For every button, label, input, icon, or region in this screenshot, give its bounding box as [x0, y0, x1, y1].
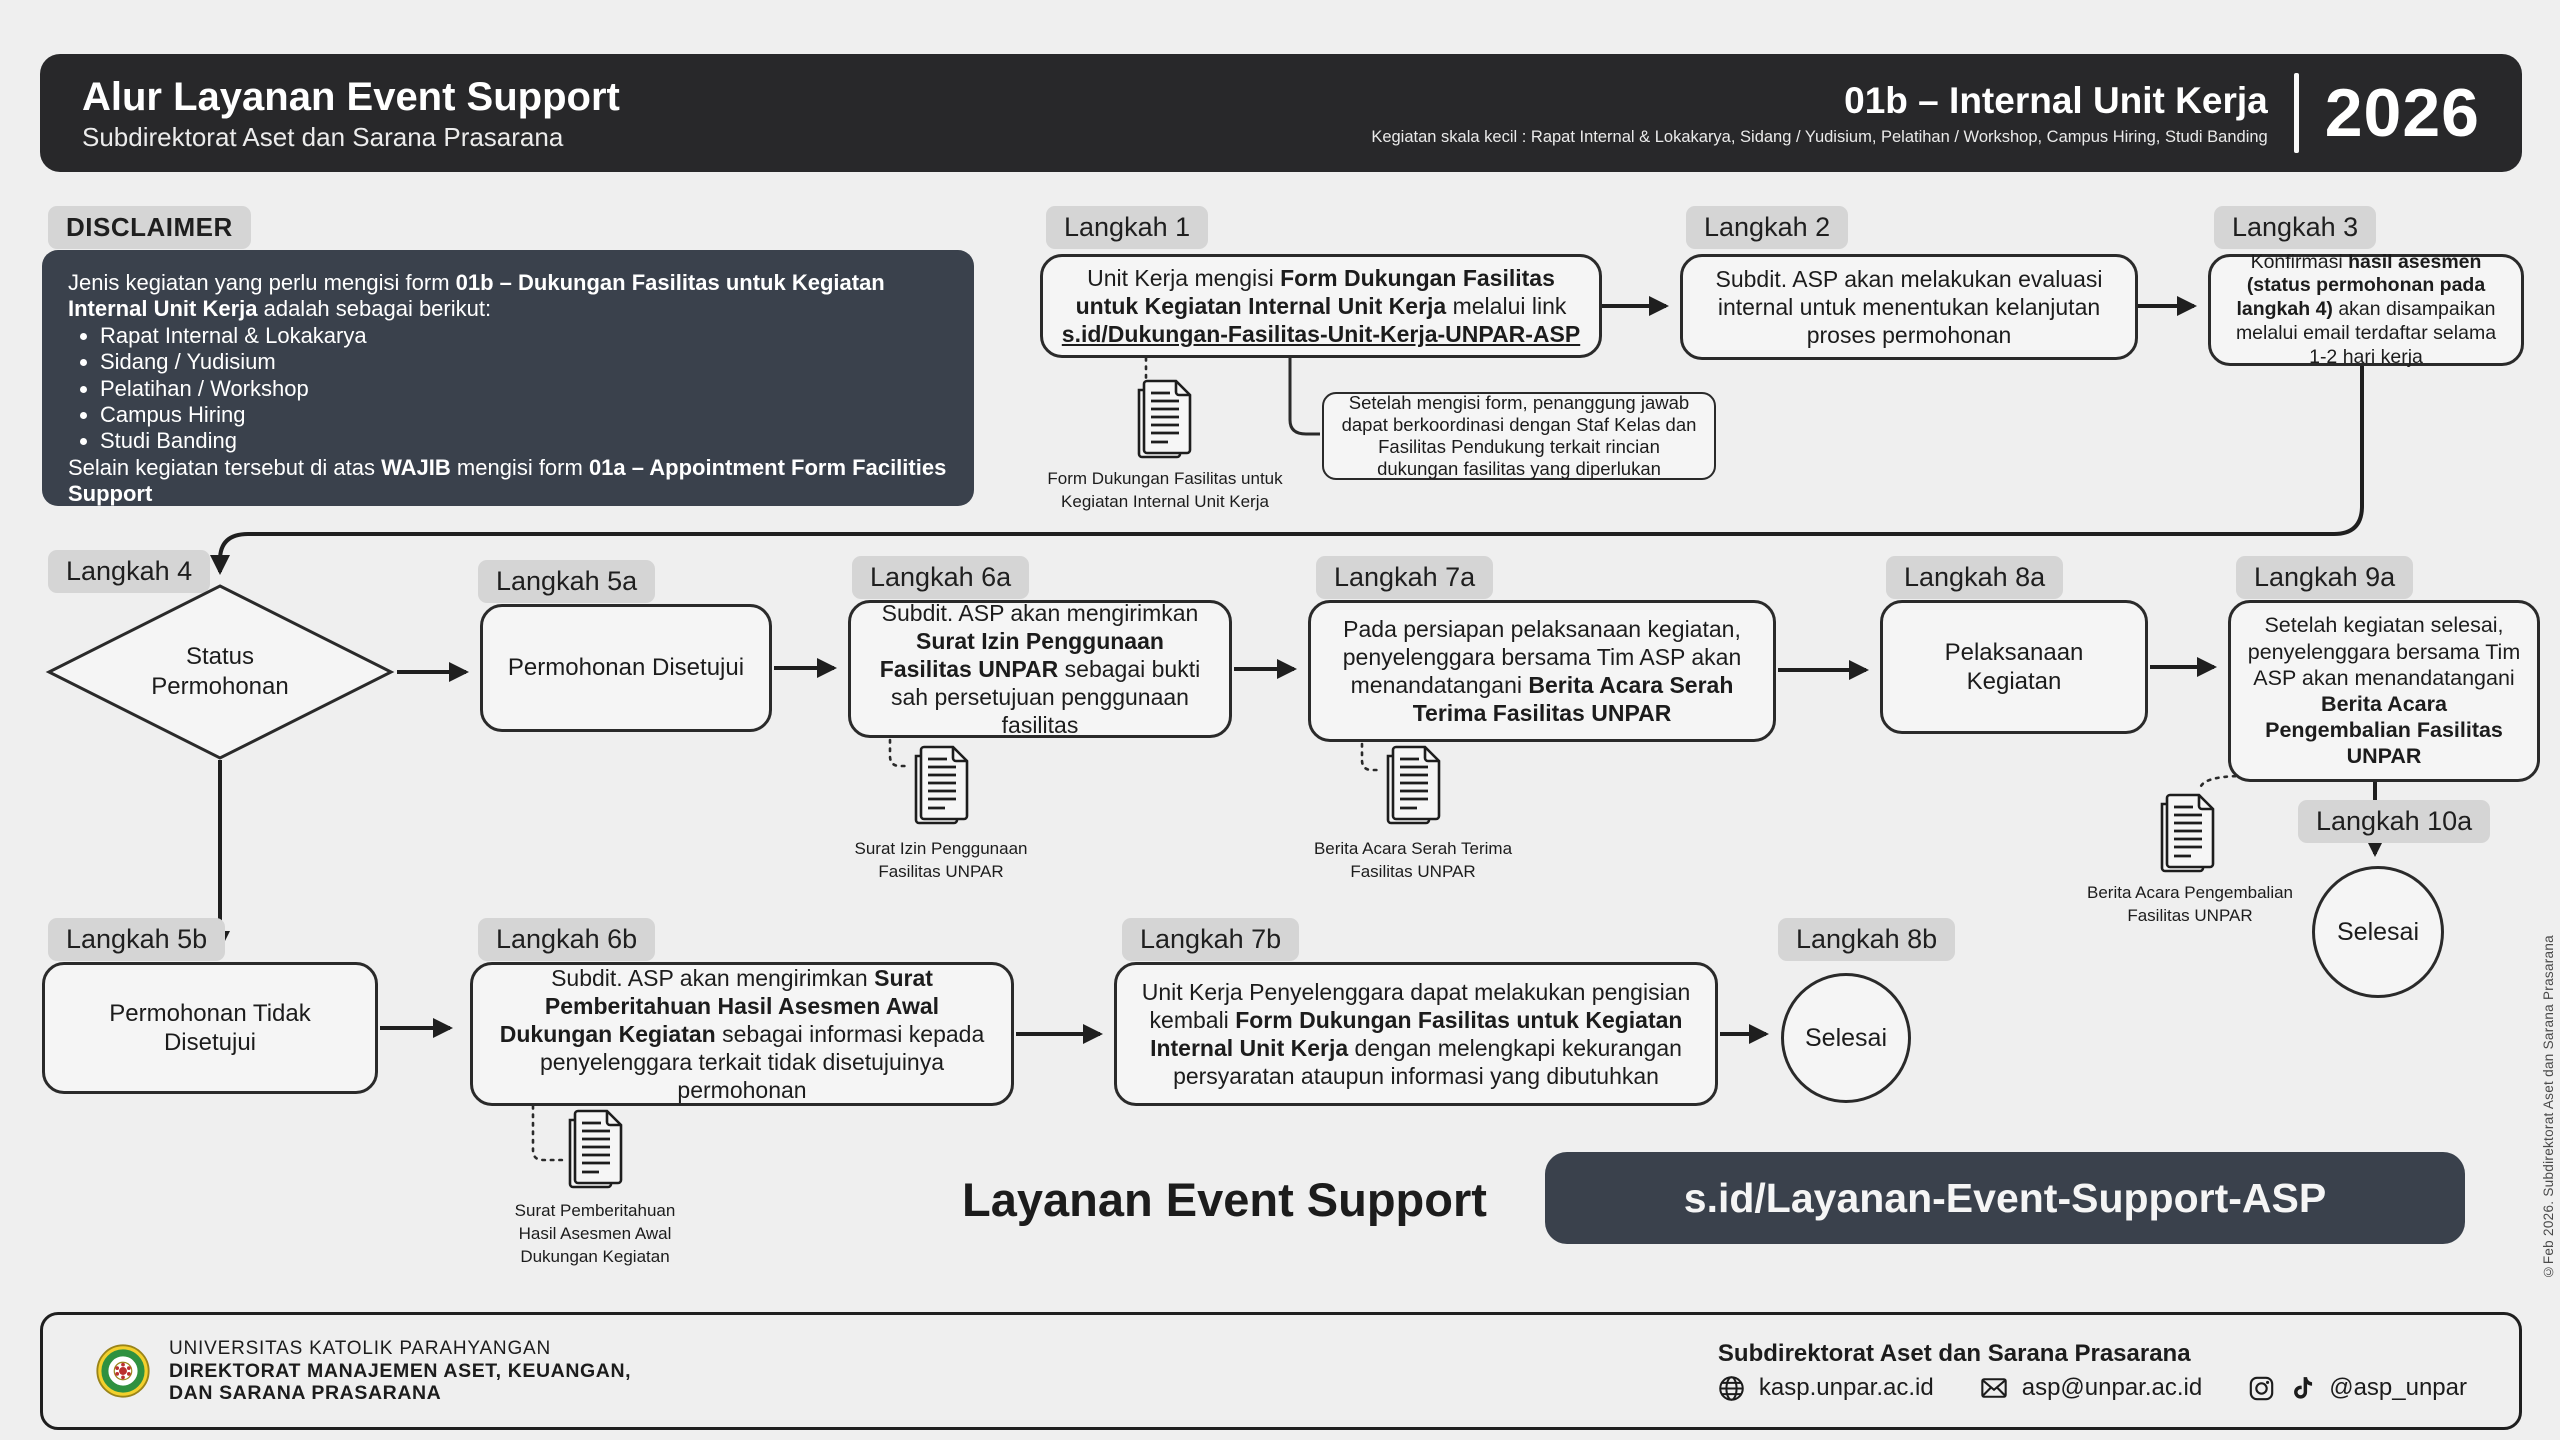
step-box-9a: [2228, 600, 2540, 782]
step-badge-9a: Langkah 9a: [2236, 556, 2413, 599]
step-box-8a: [1880, 600, 2148, 734]
service-link-text[interactable]: s.id/Layanan-Event-Support-ASP: [1683, 1174, 2327, 1221]
step-badge-5a: Langkah 5a: [478, 560, 655, 603]
form-code-note: Kegiatan skala kecil : Rapat Internal & Lokakarya, Sidang / Yudisium, Pelatihan / Workshop, Campus Hiring, Studi Banding: [1371, 127, 2268, 146]
footer-subdirectorate: Subdirektorat Aset dan Sarana Prasarana: [1717, 1340, 2191, 1367]
form-code: 01b – Internal Unit Kerja: [1844, 79, 2268, 121]
footer-contacts: [1718, 1374, 2467, 1402]
unpar-logo: [95, 1343, 151, 1399]
page-title: Alur Layanan Event Support: [82, 74, 620, 119]
step-text-1[interactable]: Unit Kerja mengisi Form Dukungan Fasilitas untuk Kegiatan Internal Unit Kerja melalui link s.id/Dukungan-Fasilitas-Unit-Kerja-UNPAR-ASP: [1061, 264, 1581, 348]
step-box-6a: [848, 600, 1232, 738]
step-badge-10a: Langkah 10a: [2298, 800, 2490, 843]
doc-label-berita-pengembalian: Berita Acara Pengembalian Fasilitas UNPAR: [2086, 883, 2294, 925]
step-box-5b: [42, 962, 378, 1094]
globe-icon: [1718, 1375, 1745, 1402]
step-badge-8b: Langkah 8b: [1778, 918, 1955, 961]
doc-label-surat-pemberitahuan: Surat Pemberitahuan Hasil Asesmen Awal Dukungan Kegiatan: [514, 1201, 676, 1266]
step-text-5a: Permohonan Disetujui: [507, 654, 745, 682]
email-icon: [1980, 1374, 2008, 1402]
footer-directorate-2: DAN SARANA PRASARANA: [169, 1382, 442, 1404]
footer-org-block: [169, 1338, 631, 1405]
step-text-5b: Permohonan Tidak Disetujui: [109, 999, 311, 1056]
disclaimer-panel: [42, 250, 974, 506]
footer-bar: [40, 1312, 2522, 1430]
page-subtitle: Subdirektorat Aset dan Sarana Prasarana: [82, 121, 564, 152]
footer-left: [95, 1338, 631, 1405]
terminal-circle-10a: [2312, 866, 2444, 998]
year-label: 2026: [2324, 75, 2480, 151]
coordination-note: [1322, 392, 1716, 480]
tiktok-icon: [2289, 1375, 2315, 1401]
step-box-5a: [480, 604, 772, 732]
step-box-1: [1040, 254, 1602, 358]
header-right: [1371, 73, 2480, 153]
step-box-3: [2208, 250, 2524, 368]
step-badge-6a: Langkah 6a: [852, 556, 1029, 599]
step-text-2: Subdit. ASP akan melakukan evaluasi internal untuk menentukan kelanjutan proses permohonan: [1715, 265, 2103, 349]
disclaimer-outro: Selain kegiatan tersebut di atas WAJIB mengisi form 01a – Appointment Form Facilities Support: [68, 454, 947, 507]
terminal-text-10a: Selesai: [2337, 917, 2419, 946]
document-icon: [1133, 378, 1195, 460]
step-badge-6b: Langkah 6b: [478, 918, 655, 961]
decision-label: Status Permohonan: [151, 643, 289, 700]
step-badge-2: Langkah 2: [1686, 206, 1848, 249]
doc-label-surat-izin: Surat Izin Penggunaan Fasilitas UNPAR: [854, 839, 1028, 881]
terminal-text-8b: Selesai: [1805, 1023, 1887, 1052]
disclaimer-intro: Jenis kegiatan yang perlu mengisi form 01b – Dukungan Fasilitas untuk Kegiatan Internal Unit Kerja adalah sebagai berikut:: [68, 270, 885, 322]
doc-label-berita-serah: Berita Acara Serah Terima Fasilitas UNPAR: [1313, 839, 1513, 881]
step-badge-7a: Langkah 7a: [1316, 556, 1493, 599]
step-badge-7b: Langkah 7b: [1122, 918, 1299, 961]
bottom-service-label: Layanan Event Support: [962, 1173, 1487, 1226]
step-badge-3: Langkah 3: [2214, 206, 2376, 249]
step-box-6b: [470, 962, 1014, 1106]
document-icon: [564, 1108, 626, 1190]
disclaimer-item: • Studi Banding: [100, 428, 948, 454]
step-box-7a: [1308, 600, 1776, 742]
terminal-circle-8b: [1781, 973, 1911, 1103]
footer-email[interactable]: asp@unpar.ac.id: [2021, 1374, 2203, 1401]
disclaimer-item: • Rapat Internal & Lokakarya: [100, 323, 948, 349]
document-icon: [910, 744, 972, 826]
disclaimer-item: • Campus Hiring: [100, 402, 948, 428]
header-left: [82, 74, 620, 153]
step-text-9a: Setelah kegiatan selesai, penyelenggara bersama Tim ASP akan menandatangani Berita Acara Pengembalian Fasilitas UNPAR: [2247, 613, 2521, 769]
step-badge-8a: Langkah 8a: [1886, 556, 2063, 599]
header-bar: [40, 54, 2522, 172]
document-icon: [2156, 792, 2218, 874]
coordination-note-text: Setelah mengisi form, penanggung jawab dapat berkoordinasi dengan Staf Kelas dan Fasilitas Pendukung terkait rincian dukungan fasilitas yang diperlukan: [1341, 391, 1697, 480]
step-text-8a: Pelaksanaan Kegiatan: [1944, 638, 2084, 695]
step-text-7a: Pada persiapan pelaksanaan kegiatan, penyelenggara bersama Tim ASP akan menandatangani Berita Acara Serah Terima Fasilitas UNPAR: [1342, 615, 1742, 727]
copyright-note: ©Feb 2026. Subdirektorat Aset dan Sarana Prasarana: [2541, 935, 2556, 1280]
step-text-7b: Unit Kerja Penyelenggara dapat melakukan pengisian kembali Form Dukungan Fasilitas untuk Kegiatan Internal Unit Kerja dengan melengkapi kekurangan persyaratan ataupun informasi yang dibutuhkan: [1141, 978, 1691, 1090]
step-text-6a: Subdit. ASP akan mengirimkan Surat Izin Penggunaan Fasilitas UNPAR sebagai bukti sah persetujuan penggunaan fasilitas: [879, 599, 1201, 739]
footer-website[interactable]: kasp.unpar.ac.id: [1758, 1374, 1934, 1401]
instagram-icon: [2248, 1375, 2275, 1402]
doc-label-form-dukungan: Form Dukungan Fasilitas untuk Kegiatan Internal Unit Kerja: [1047, 469, 1283, 511]
step-text-6b: Subdit. ASP akan mengirimkan Surat Pemberitahuan Hasil Asesmen Awal Dukungan Kegiatan sebagai informasi kepada penyelenggara terkait tidak disetujuinya permohonan: [499, 964, 985, 1104]
disclaimer-item: • Sidang / Yudisium: [100, 349, 948, 375]
footer-directorate-1: DIREKTORAT MANAJEMEN ASET, KEUANGAN,: [169, 1359, 632, 1382]
step-badge-5b: Langkah 5b: [48, 918, 225, 961]
step-badge-1: Langkah 1: [1046, 206, 1208, 249]
disclaimer-item: • Pelatihan / Workshop: [100, 376, 948, 402]
form-code-block: [1371, 80, 2267, 147]
footer-university: UNIVERSITAS KATOLIK PARAHYANGAN: [169, 1337, 552, 1359]
footer-social[interactable]: @asp_unpar: [2329, 1374, 2467, 1401]
step-box-7b: [1114, 962, 1718, 1106]
step-badge-4: Langkah 4: [48, 550, 210, 593]
disclaimer-list: [68, 323, 948, 455]
service-link-pill[interactable]: [1545, 1152, 2465, 1244]
step-text-3: Konfirmasi hasil asesmen (status permohonan pada langkah 4) akan disampaikan melalui email terdaftar selama 1-2 hari kerja: [2235, 250, 2497, 368]
step-box-2: [1680, 254, 2138, 360]
document-icon: [1382, 744, 1444, 826]
footer-right: [1718, 1340, 2467, 1402]
disclaimer-badge: DISCLAIMER: [48, 206, 251, 249]
header-divider: [2294, 73, 2299, 153]
